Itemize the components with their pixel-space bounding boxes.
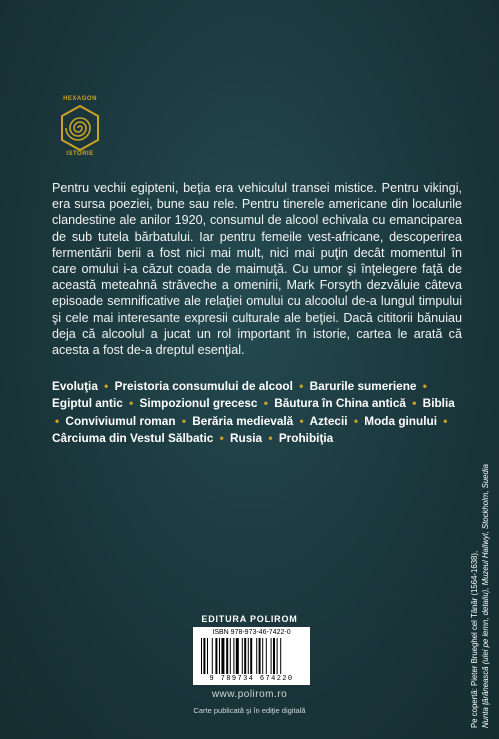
chapter-item: Barurile sumeriene bbox=[309, 379, 417, 393]
chapter-item: Băutura în China antică bbox=[274, 396, 406, 411]
chapter-separator: • bbox=[443, 413, 448, 428]
hexagon-istorie-logo bbox=[55, 96, 105, 160]
isbn-text: ISBN 978-973-46-7422-0 bbox=[212, 629, 291, 636]
chapter-list bbox=[52, 378, 464, 448]
chapter-separator: • bbox=[412, 396, 417, 411]
barcode-digits: 9 789734 674220 bbox=[209, 675, 294, 683]
chapter-separator: • bbox=[263, 396, 268, 411]
chapter-separator: • bbox=[353, 413, 358, 428]
chapter-separator: • bbox=[299, 379, 304, 393]
chapter-item: Conviviumul roman bbox=[65, 413, 176, 428]
credit-line-1: Pe copertă: Pieter Brueghel cel Tânăr (1564-1638), bbox=[470, 550, 479, 728]
logo-top-label: HEXAGON bbox=[63, 96, 97, 102]
chapter-separator: • bbox=[181, 413, 186, 428]
chapter-item: Biblia bbox=[422, 396, 455, 411]
credit-line-2: Nunta ţărănească (ulei pe lemn, detaliu), Muzeul Hallwyl, Stockholm, Suedia bbox=[480, 464, 490, 728]
barcode-box bbox=[193, 627, 310, 685]
chapter-item: Prohibiţia bbox=[278, 431, 334, 446]
blurb-text: Pentru vechii egipteni, beţia era vehiculul transei mistice. Pentru vikingi, era sursa poeziei, bune sau rele. Pentru tinerele americane din localurile clandestine ale anilor 1920, consumul de alcool echivala cu emanciparea de sub tutela bărbatului. Iar pentru femeile vest-africane, descoperirea fermentării berii a fost nici mai mult, nici mai puţin decât momentul în care omului i-a căzut coada de maimuţă. Cu umor şi înţelegere faţă de această meteahnă străveche a omenirii, Mark Forsyth dezvăluie câteva episoade semnificative ale relaţiei omului cu alcoolul de-a lungul timpului şi cele mai interesante expresii culturale ale beţiei. Dacă cititorii bănuiau deja că alcoolul a jucat un rol important în istorie, cartea le arată că acesta a fost de-a dreptul esenţial. bbox=[52, 181, 462, 358]
chapter-item: Evoluţia bbox=[52, 379, 98, 393]
chapter-separator: • bbox=[422, 379, 427, 393]
chapter-item: Rusia bbox=[229, 431, 263, 446]
chapter-separator: • bbox=[104, 379, 109, 393]
chapter-separator: • bbox=[55, 413, 60, 428]
digital-edition-note: Carte publicată şi în ediţie digitală bbox=[193, 706, 306, 715]
chapter-separator: • bbox=[268, 431, 273, 446]
publisher-website: www.polirom.ro bbox=[211, 689, 288, 700]
chapter-item: Berăria medievală bbox=[192, 413, 294, 428]
chapter-item: Cârciuma din Vestul Sălbatic bbox=[52, 431, 214, 446]
chapter-item: Moda ginului bbox=[364, 413, 437, 428]
barcode-icon bbox=[201, 638, 302, 674]
logo-bottom-label: ISTORIE bbox=[66, 151, 94, 157]
chapter-item: Simpozionul grecesc bbox=[139, 396, 258, 411]
cover-art-credit bbox=[470, 438, 491, 728]
chapter-item: Aztecii bbox=[309, 413, 348, 428]
chapter-item: Egiptul antic bbox=[52, 396, 123, 411]
book-blurb bbox=[52, 180, 462, 358]
chapter-separator: • bbox=[219, 431, 224, 446]
chapter-separator: • bbox=[299, 413, 304, 428]
chapter-separator: • bbox=[129, 396, 134, 411]
publisher-name: EDITURA POLIROM bbox=[201, 614, 298, 624]
chapter-item: Preistoria consumului de alcool bbox=[114, 379, 293, 393]
